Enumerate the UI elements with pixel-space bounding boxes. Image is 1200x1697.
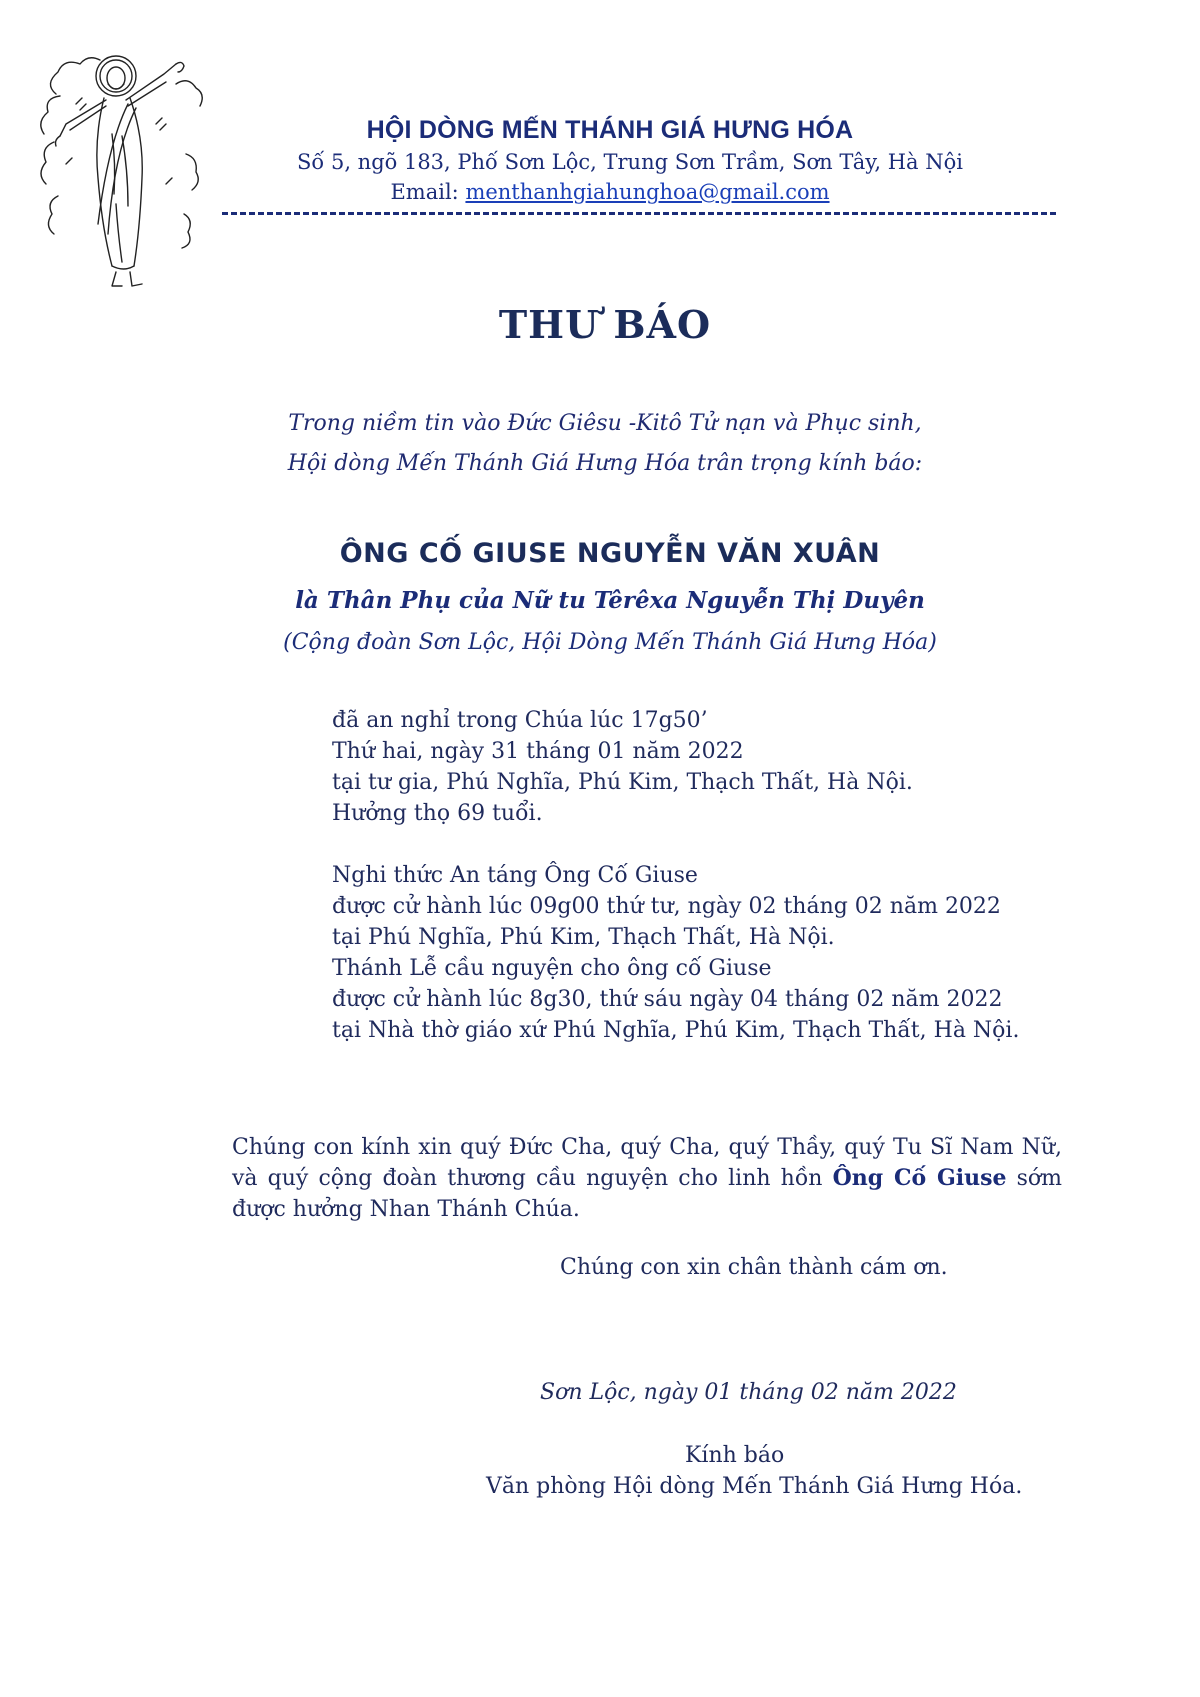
funeral-info-line: tại Nhà thờ giáo xứ Phú Nghĩa, Phú Kim, Thạch Thất, Hà Nội. [332, 1018, 1020, 1043]
closing-office: Văn phòng Hội dòng Mến Thánh Giá Hưng Hóa. [486, 1474, 1023, 1499]
request-text-after: sớm được hưởng Nhan Thánh Chúa. [232, 1166, 1063, 1222]
risen-christ-logo [36, 44, 206, 294]
death-info-line: đã an nghỉ trong Chúa lúc 17g50’ [332, 708, 708, 733]
deceased-name: ÔNG CỐ GIUSE NGUYỄN VĂN XUÂN [339, 538, 881, 569]
prayer-request [232, 1132, 1062, 1225]
request-text-before: Chúng con kính xin quý Đức Cha, quý Cha, quý Thầy, quý Tu Sĩ Nam Nữ, và quý cộng đoàn thương cầu nguyện cho linh hồn [232, 1135, 1062, 1191]
intro-line-1: Trong niềm tin vào Đức Giêsu -Kitô Tử nạn và Phục sinh, [288, 411, 922, 436]
death-info [332, 705, 1092, 829]
request-text-bold: Ông Cố Giuse [832, 1165, 1007, 1191]
death-info-line: Hưởng thọ 69 tuổi. [332, 801, 543, 826]
intro [260, 404, 950, 484]
death-info-line: tại tư gia, Phú Nghĩa, Phú Kim, Thạch Thất, Hà Nội. [332, 770, 913, 795]
closing-kinh-bao: Kính báo [685, 1443, 785, 1468]
intro-line-2: Hội dòng Mến Thánh Giá Hưng Hóa trân trọng kính báo: [287, 451, 923, 476]
funeral-info-line: được cử hành lúc 09g00 thứ tư, ngày 02 tháng 02 năm 2022 [332, 894, 1001, 919]
email-label: Email: [390, 180, 459, 204]
org-address: Số 5, ngõ 183, Phố Sơn Lộc, Trung Sơn Trầm, Sơn Tây, Hà Nội [297, 150, 963, 174]
deceased-community: (Cộng đoàn Sơn Lộc, Hội Dòng Mến Thánh Giá Hưng Hóa) [283, 630, 937, 655]
deceased-relation: là Thân Phụ của Nữ tu Têrêxa Nguyễn Thị Duyên [295, 587, 925, 614]
funeral-info-line: Thánh Lễ cầu nguyện cho ông cố Giuse [332, 956, 772, 981]
page-title: THƯ BÁO [498, 302, 712, 347]
header-divider [222, 212, 1056, 215]
closing-date: Sơn Lộc, ngày 01 tháng 02 năm 2022 [540, 1380, 957, 1405]
funeral-info-line: tại Phú Nghĩa, Phú Kim, Thạch Thất, Hà Nội. [332, 925, 835, 950]
death-info-line: Thứ hai, ngày 31 tháng 01 năm 2022 [332, 739, 744, 764]
thanks-line: Chúng con xin chân thành cám ơn. [560, 1255, 948, 1280]
funeral-info-line: được cử hành lúc 8g30, thứ sáu ngày 04 tháng 02 năm 2022 [332, 987, 1003, 1012]
org-name: HỘI DÒNG MẾN THÁNH GIÁ HƯNG HÓA [366, 116, 854, 144]
org-email-line [380, 180, 840, 204]
funeral-info [332, 860, 1092, 1046]
email-link[interactable]: menthanhgiahunghoa@gmail.com [465, 180, 830, 204]
funeral-info-line: Nghi thức An táng Ông Cố Giuse [332, 863, 698, 888]
